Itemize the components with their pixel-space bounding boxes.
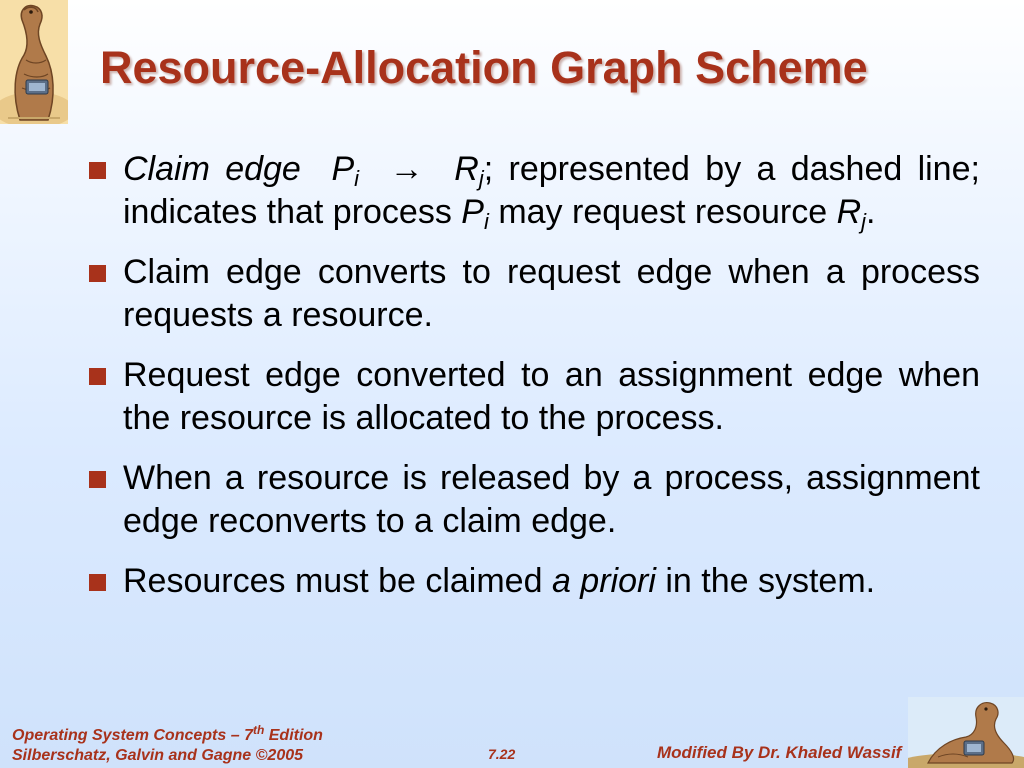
- bullet-text-pre: Resources must be claimed: [123, 562, 552, 600]
- page-number: 7.22: [488, 746, 516, 762]
- bullet-square-icon: [89, 574, 106, 591]
- edition-word: Edition: [264, 727, 323, 744]
- bullet-square-icon: [89, 471, 106, 488]
- bullet-square-icon: [89, 368, 106, 385]
- subscript-j: j: [478, 166, 484, 191]
- bullet-text: Claim edge converts to request edge when a process requests a resource.: [123, 253, 980, 334]
- bullet-text-post: in the system.: [655, 562, 876, 600]
- bullet-list: [86, 148, 980, 620]
- bullet-a-priori: [86, 560, 980, 603]
- subscript-i: i: [354, 166, 360, 191]
- term-claim-edge: Claim edge: [123, 150, 301, 188]
- period: .: [866, 193, 876, 231]
- bullet-square-icon: [89, 162, 106, 179]
- dinosaur-footer-logo-icon: [908, 697, 1024, 768]
- bullet-text-part2: may request resource: [488, 193, 837, 231]
- term-a-priori: a priori: [551, 562, 656, 600]
- symbol-r: R: [454, 150, 479, 188]
- book-title-text: Operating System Concepts – 7: [12, 727, 253, 744]
- symbol-r-2: R: [836, 193, 862, 231]
- subscript-j-2: j: [861, 209, 867, 234]
- footer-modified-by: Modified By Dr. Khaled Wassif: [657, 743, 902, 762]
- edition-superscript: th: [252, 723, 265, 737]
- symbol-p-2: P: [461, 193, 484, 231]
- dinosaur-logo-icon: [0, 0, 68, 124]
- slide-title: Resource-Allocation Graph Scheme: [100, 42, 868, 93]
- bullet-square-icon: [89, 265, 106, 282]
- bullet-text-part1: represented by a dashed line; indicates that process: [123, 150, 980, 231]
- semicolon: ;: [483, 150, 494, 188]
- subscript-i-2: i: [483, 209, 489, 234]
- footer-book-title: [12, 723, 323, 746]
- footer-book-info: [12, 723, 323, 766]
- bullet-claim-edge: [86, 148, 980, 234]
- arrow-icon: →: [389, 150, 424, 188]
- symbol-p: P: [331, 150, 355, 188]
- bullet-resource-released: [86, 457, 980, 543]
- bullet-text: Request edge converted to an assignment edge when the resource is allocated to the process.: [123, 356, 980, 437]
- bullet-claim-converts: [86, 251, 980, 337]
- footer-authors: Silberschatz, Galvin and Gagne ©2005: [12, 747, 304, 764]
- bullet-request-converted: [86, 354, 980, 440]
- bullet-text: When a resource is released by a process, assignment edge reconverts to a claim edge.: [123, 459, 980, 540]
